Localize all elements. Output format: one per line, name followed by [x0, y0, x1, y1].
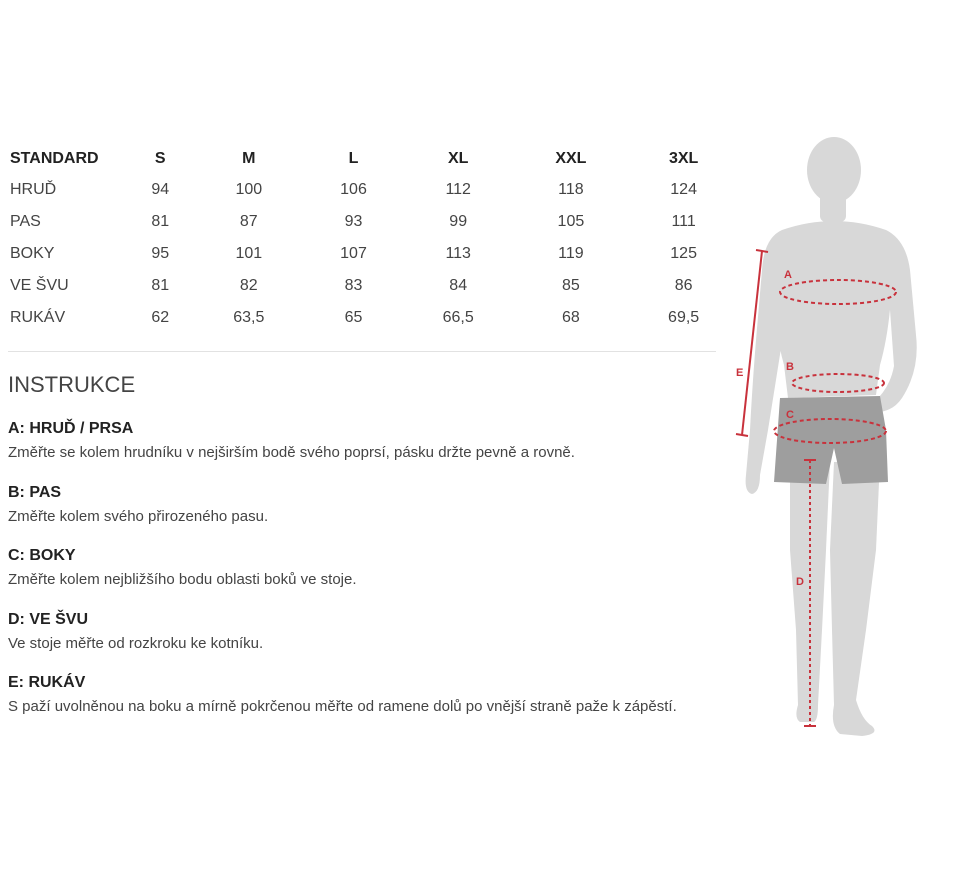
table-cell: 68	[562, 309, 580, 326]
row-label: PAS	[10, 213, 41, 230]
table-cell: 105	[557, 213, 585, 230]
table-row-hips	[10, 238, 740, 270]
instruction-heading: C: BOKY	[8, 547, 76, 564]
label-b: B	[786, 361, 794, 373]
table-cell: 124	[670, 181, 697, 198]
table-cell: 85	[562, 277, 580, 294]
row-label: BOKY	[10, 245, 55, 262]
table-cell: 93	[344, 213, 363, 230]
instruction-inseam	[8, 611, 728, 652]
header-size-3xl: 3XL	[668, 150, 699, 167]
header-size-l: L	[348, 150, 359, 167]
label-a: A	[784, 269, 792, 281]
instruction-heading: A: HRUĎ / PRSA	[8, 420, 134, 437]
table-header-row	[10, 144, 740, 174]
header-size-m: M	[242, 150, 256, 167]
row-label: RUKÁV	[10, 309, 66, 326]
instruction-heading: E: RUKÁV	[8, 674, 86, 691]
table-cell: 81	[151, 277, 170, 294]
instruction-text: S paží uvolněnou na boku a mírně pokrčenou měřte od ramene dolů po vnější straně paže k zápěstí.	[8, 698, 677, 715]
table-cell: 112	[445, 181, 471, 198]
table-cell: 99	[449, 213, 468, 230]
label-c: C	[786, 409, 794, 421]
table-cell: 83	[344, 277, 363, 294]
table-cell: 69,5	[668, 309, 700, 326]
table-cell: 81	[151, 213, 170, 230]
table-cell: 63,5	[233, 309, 265, 326]
table-cell: 65	[344, 309, 363, 326]
size-table	[10, 144, 740, 334]
table-row-waist	[10, 206, 740, 238]
table-row-sleeve	[10, 302, 740, 334]
instruction-hips	[8, 547, 728, 588]
instruction-sleeve	[8, 674, 728, 715]
instruction-text: Změřte kolem nejbližšího bodu oblasti boků ve stoje.	[8, 571, 357, 588]
row-label: HRUĎ	[10, 181, 57, 198]
table-cell: 125	[670, 245, 697, 262]
instruction-waist	[8, 484, 728, 525]
instruction-text: Ve stoje měřte od rozkroku ke kotníku.	[8, 635, 264, 652]
table-cell: 84	[449, 277, 468, 294]
table-cell: 106	[340, 181, 367, 198]
label-e: E	[736, 367, 744, 379]
table-cell: 87	[239, 213, 258, 230]
table-cell: 82	[239, 277, 258, 294]
row-label: VE ŠVU	[10, 277, 69, 294]
body-measurement-figure	[730, 130, 960, 750]
instruction-text: Změřte kolem svého přirozeného pasu.	[8, 508, 269, 525]
table-cell: 107	[340, 245, 367, 262]
table-cell: 95	[151, 245, 170, 262]
table-row-chest	[10, 174, 740, 206]
table-cell: 118	[558, 181, 584, 198]
instruction-heading: B: PAS	[8, 484, 62, 501]
table-cell: 66,5	[442, 309, 474, 326]
table-cell: 111	[671, 213, 696, 230]
table-cell: 113	[445, 245, 471, 262]
header-size-s: S	[154, 150, 166, 167]
table-cell: 86	[674, 277, 693, 294]
table-cell: 94	[151, 181, 170, 198]
table-cell: 62	[151, 309, 170, 326]
section-divider	[8, 351, 716, 352]
instruction-text: Změřte se kolem hrudníku v nejširším bodě svého poprsí, pásku držte pevně a rovně.	[8, 444, 575, 461]
header-size-xxl: XXL	[555, 150, 587, 167]
label-d: D	[796, 576, 804, 588]
table-cell: 101	[235, 245, 263, 262]
instruction-chest	[8, 420, 728, 461]
table-cell: 119	[558, 245, 584, 262]
instructions-title: INSTRUKCE	[8, 372, 136, 397]
header-standard: STANDARD	[10, 150, 99, 167]
header-size-xl: XL	[447, 150, 469, 167]
instruction-heading: D: VE ŠVU	[8, 611, 89, 628]
table-row-inseam	[10, 270, 740, 302]
table-cell: 100	[235, 181, 263, 198]
